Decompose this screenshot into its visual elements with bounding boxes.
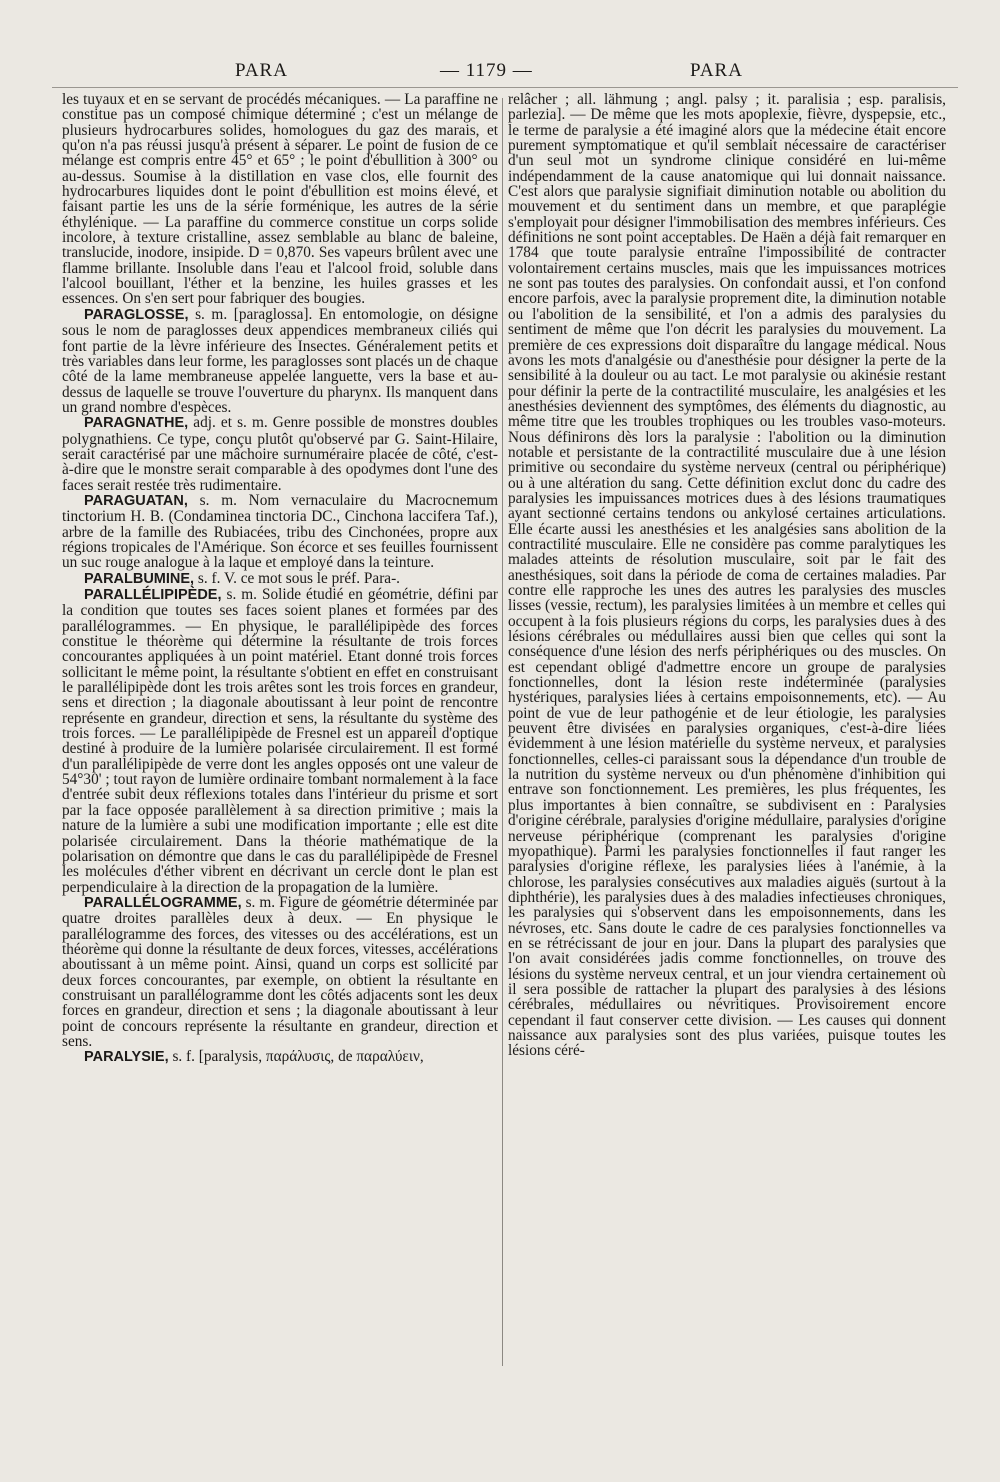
entry-text: s. m. Solide étudié en géométrie, défini par la condition que toutes ses faces soient planes et formées par des parallélogrammes. — En physique, le parallélipipède des forces constitue le théorème qui détermine la résultante de trois forces concourantes appliquées à un point matériel. Etant donné trois forces sollicitant le même point, la résultante s'obtient en effet en construisant le parallélipipède dont les trois arêtes sont les trois forces en grandeur, sens et direction ; la diagonale aboutissant à leur point de rencontre représente en grandeur, direction et sens, la résultante du système des trois forces. — Le parallélipipède de Fresnel est un appareil d'optique destiné à produire de la lumière polarisée circulairement. Il est formé d'un parallélipipède de verre dont les angles opposés ont une valeur de 54°30' ; tout rayon de lumière ordinaire tombant normalement à la face d'entrée subit deux réflexions totales dans l'intérieur du prisme et sort par la face opposée parallèlement à sa direction primitive ; mais la nature de la lumière a subi une modification importante ; elle est dite polarisée circulairement. Dans la théorie mathématique de la polarisation on démontre que dans le cas du parallélipipède de Fresnel les molécules d'éther vibrent en décrivant un cercle dont le plan est perpendiculaire à la direction de la propagation de la lumière. bbox=[62, 586, 499, 896]
entry-text: s. f. V. ce mot sous le préf. Para-. bbox=[197, 569, 401, 587]
dictionary-entry bbox=[62, 587, 498, 895]
dictionary-entry bbox=[62, 307, 498, 415]
entry-text: s. m. Figure de géométrie déterminée par quatre droites parallèles deux à deux. — En physique le parallélogramme des forces, des vitesses ou des accélérations, est un théorème qui donne la résultante de deux forces, vitesses, accélérations aboutissant à un même point. Ainsi, quand un corps est sollicité par deux forces concourantes, par exemple, on obtient la résultante en construisant un parallélogramme dont les côtés adjacents sont les deux forces en grandeur, direction et sens ; la diagonale aboutissant à leur point de concours représente la résultante en grandeur, direction et sens. bbox=[62, 893, 498, 1050]
entry-text: s. f. [paralysis, παράλυσις, de παραλύειν, bbox=[172, 1048, 424, 1066]
entry-headword: PARAGNATHE, bbox=[84, 415, 189, 432]
entry-text: relâcher ; all. lähmung ; angl. palsy ; it. paralisia ; esp. paralisis, parlezia]. — De même que les mots apoplexie, fièvre, dyspepsie, etc., le terme de paralysie a été imaginé alors que la médecine était encore purement symptomatique et qu'il semblait nécessaire de caractériser d'un seul mot un syndrome clinique considéré en lui-même indépendamment de la cause anatomique qui lui donnait naissance. C'est alors que paralysie signifiait diminution notable ou abolition du mouvement et du sentiment dans un membre, et que paraplégie s'employait pour désigner l'immobilisation des membres inférieurs. Ces définitions ne sont point acceptables. De Haën a déjà fait remarquer en 1784 que toute paralysie entraîne l'impossibilité de contracter volontairement certains muscles, mais que les impuissances motrices ne sont pas toutes des paralysies. On confondait aussi, et l'on confond encore parfois, avec la paralysie proprement dite, la diminution notable ou l'abolition de la sensibilité, et l'on a admis des paralysies du sentiment de même que l'on décrit les paralysies du mouvement. La première de ces expressions doit disparaître du langage médical. Nous avons les mots d'analgésie ou d'anesthésie pour désigner la perte de la sensibilité à la douleur ou au tact. Le mot paralysie ou akinésie restant pour définir la perte de la contractilité musculaire, les analgésies et les anesthésies deviennent des symptômes, des éléments du diagnostic, au même titre que les troubles trophiques ou les troubles vaso-moteurs. Nous définirons dès lors la paralysie : l'abolition ou la diminution notable et persistante de la contractilité musculaire due à une lésion primitive ou secondaire du système nerveux (central ou périphérique) ou à une altération du sang. Cette définition exclut donc du cadre des paralysies les impuissances motrices dues à des lésions traumatiques ayant sectionné certains tendons ou ankylosé certaines articulations. Elle écarte aussi les anesthésies et les analgésies sans abolition de la contractilité musculaire. Elle ne considère pas comme paralytiques les malades atteints de résolution musculaire, soit par le fait des anesthésiques, soit dans la période de coma de certaines maladies. Par contre elle rapproche les unes des autres les paralysies des muscles lisses (vessie, rectum), les paralysies limitées à un membre et celles qui occupent à la fois plusieurs régions du corps, les paralysies dues à des lésions cérébrales ou médullaires aussi bien que celles qui sont la conséquence d'une lésion des nerfs périphériques ou des muscles. On est cependant obligé d'admettre encore un groupe de paralysies fonctionnelles, dont la lésion reste indéterminée (paralysies hystériques, paralysies liées à certains empoisonnements, etc). — Au point de vue de leur pathogénie et de leur étiologie, les paralysies peuvent être divisées en paralysies organiques, c'est-à-dire liées évidemment à une lésion matérielle du système nerveux, et paralysies fonctionnelles, celles-ci paraissant sous la dépendance d'un trouble de la nutrition du système nerveux ou d'un phénomène d'inhibition qui entrave son fonctionnement. Les premières, les plus fréquentes, les plus importantes à bien connaître, se subdivisent en : Paralysies d'origine cérébrale, paralysies d'origine médullaire, paralysies d'origine nerveuse périphérique (comprenant les paralysies d'origine myopathique). Parmi les paralysies fonctionnelles il faut ranger les paralysies d'origine réflexe, les paralysies liées à l'anémie, à la chlorose, les paralysies consécutives aux maladies aiguës (surtout à la diphthérie), les paralysies dues à des maladies infectieuses chroniques, les paralysies qui s'observent dans les empoisonnements, dans les névroses, etc. Sans doute le cadre de ces paralysies fonctionnelles va en se rétrécissant de jour en jour. Dans la plupart des paralysies que l'on avait considérées jadis comme fonctionnelles, on trouve des lésions du système nerveux central, et un jour viendra certainement où il sera possible de rattacher la plupart des paralysies à des lésions cérébrales, médullaires ou névritiques. Provisoirement encore cependant il faut conserver cette division. — Les causes qui donnent naissance aux paralysies sont des plus variées, puisque toutes les lésions céré- bbox=[508, 91, 946, 1060]
dictionary-entry bbox=[62, 895, 498, 1049]
entry-text: adj. et s. m. Genre possible de monstres doubles polygnathiens. Ce type, conçu plutôt qu'observé par G. Saint-Hilaire, serait caractérisé par une mâchoire surnuméraire placée de côté, c'est-à-dire que le monstre serait comparable à des opodymes dont l'une des faces serait restée très rudimentaire. bbox=[62, 414, 498, 494]
running-head-right: PARA bbox=[690, 60, 743, 81]
dictionary-entry bbox=[62, 571, 498, 587]
entry-text: les tuyaux et en se servant de procédés mécaniques. — La paraffine ne constitue pas un composé chimique déterminé ; c'est un mélange de plusieurs hydrocarbures solides, homologues du gaz des marais, et qu'on n'a pas réussi jusqu'à présent à séparer. Le point de fusion de ce mélange est compris entre 45° et 65° ; le point d'ébullition à 300° ou au-dessus. Soumise à la distillation en vase clos, elle fournit des hydrocarbures liquides dont le point d'ébullition est moins élevé, et faisant partie les uns de la série forménique, les autres de la série éthylénique. — La paraffine du commerce constitue un corps solide incolore, à texture cristalline, assez semblable au blanc de baleine, translucide, inodore, insipide. D = 0,870. Ses vapeurs brûlent avec une flamme brillante. Insoluble dans l'eau et l'alcool froid, soluble dans l'alcool bouillant, l'éther et la benzine, les huiles grasses et les essences. On s'en sert pour fabriquer des bougies. bbox=[62, 91, 498, 308]
running-head-left: PARA bbox=[235, 60, 288, 81]
entry-headword: PARALLÉLIPIPÈDE, bbox=[84, 587, 222, 603]
entry-headword: PARAGLOSSE, bbox=[84, 306, 189, 323]
entry-headword: PARALLÉLOGRAMME, bbox=[84, 894, 242, 911]
dictionary-entry bbox=[62, 415, 498, 493]
entry-continuation bbox=[508, 92, 946, 1059]
entry-headword: PARALYSIE, bbox=[84, 1049, 169, 1066]
header-rule bbox=[52, 87, 958, 88]
entry-headword: PARAGUATAN, bbox=[84, 492, 188, 509]
entry-text: s. m. Nom vernaculaire du Macrocnemum tinctorium H. B. (Condaminea tinctoria DC., Cinchona laccifera Taf.), arbre de la famille des Rubiacées, tribu des Cinchonées, propre aux régions tropicales de l'Amérique. Son écorce et ses feuilles fournissent un suc rouge analogue à la laque et employé dans la teinture. bbox=[62, 491, 498, 572]
entry-headword: PARALBUMINE, bbox=[84, 570, 195, 587]
dictionary-entry bbox=[62, 1049, 498, 1065]
left-column bbox=[62, 92, 498, 1066]
column-rule bbox=[502, 98, 503, 1366]
page-number: — 1179 — bbox=[440, 60, 533, 81]
entry-text: s. m. [paraglossa]. En entomologie, on désigne sous le nom de paraglosses deux appendices membraneux ciliés qui font partie de la lèvre inférieure des Insectes. Généralement petits et très variables dans leur forme, les paraglosses sont placés un de chaque côté de la lame membraneuse appelée languette, vers la base et au-dessus de laquelle se trouve l'ouverture du pharynx. Ils manquent dans un grand nombre d'espèces. bbox=[62, 305, 498, 416]
dictionary-entry bbox=[62, 493, 498, 571]
entry-continuation bbox=[62, 92, 498, 307]
right-column bbox=[508, 92, 946, 1059]
